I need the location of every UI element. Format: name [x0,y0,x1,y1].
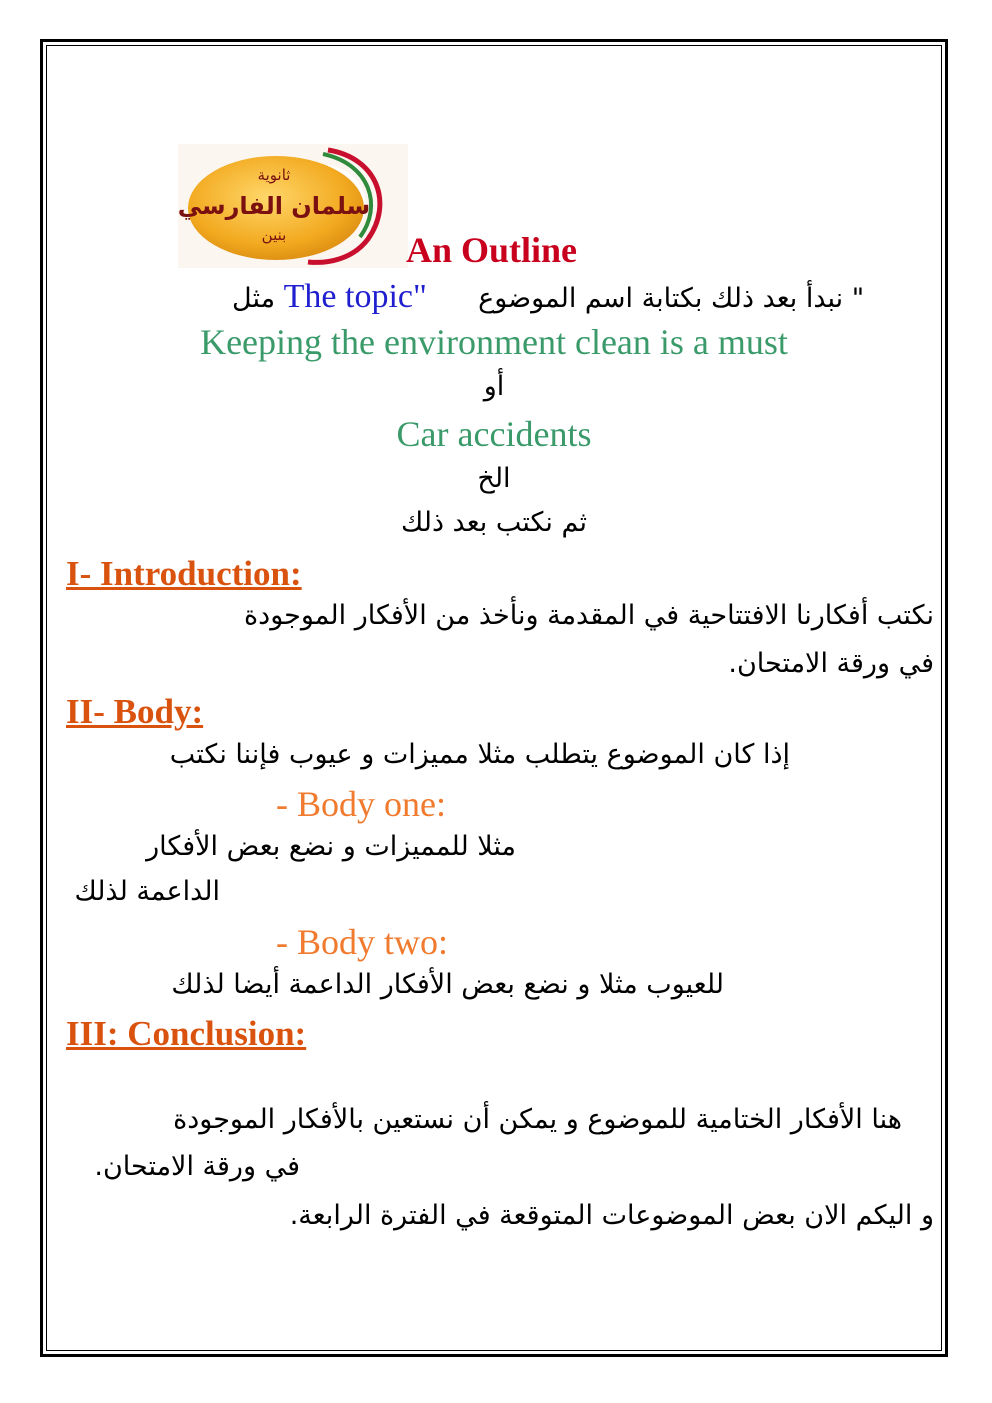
example-topic-2: Car accidents [396,414,592,454]
or-text: أو [483,371,505,402]
body-one-label: - Body one: [276,784,446,824]
etc-text: الخ [477,463,511,494]
conclusion-line-1: هنا الأفكار الختامية للموضوع و يمكن أن نستعين بالأفكار الموجودة [173,1104,902,1135]
intro-quote: " [851,283,865,314]
introduction-line-1: نكتب أفكارنا الافتتاحية في المقدمة ونأخذ من الأفكار الموجودة [244,600,934,631]
body-one-line-1: مثلا للمميزات و نضع بعض الأفكار [146,831,516,862]
conclusion-line-2: في ورقة الامتحان. [94,1151,300,1182]
logo-text-line2: سلمان الفارسي [178,192,371,220]
then-write-text: ثم نكتب بعد ذلك [400,507,588,538]
example-topic-1: Keeping the environment clean is a must [200,322,788,362]
school-logo [178,144,408,268]
intro-arabic: نبدأ بعد ذلك بكتابة اسم الموضوع [478,283,844,314]
page-title: An Outline [406,230,578,270]
intro-topic: The topic" [283,278,427,315]
body-one-line-2: الداعمة لذلك [74,876,220,907]
body-two-line-1: للعيوب مثلا و نضع بعض الأفكار الداعمة أيضا لذلك [171,969,724,1000]
conclusion-heading: III: Conclusion: [66,1014,307,1053]
logo-text-line3: بنين [261,226,287,244]
intro-sentence [232,280,864,316]
body-two-label: - Body two: [276,922,449,962]
body-heading: II- Body: [66,692,204,731]
intro-mithl: مثل [232,283,276,314]
school-logo-graphic [178,144,408,268]
conclusion-line-3: و اليكم الان بعض الموضوعات المتوقعة في الفترة الرابعة. [289,1200,934,1231]
body-line-1: إذا كان الموضوع يتطلب مثلا مميزات و عيوب فإننا نكتب [169,739,790,770]
introduction-line-2: في ورقة الامتحان. [728,648,934,679]
logo-text-line1: ثانوية [257,166,291,184]
introduction-heading: I- Introduction: [66,554,302,593]
